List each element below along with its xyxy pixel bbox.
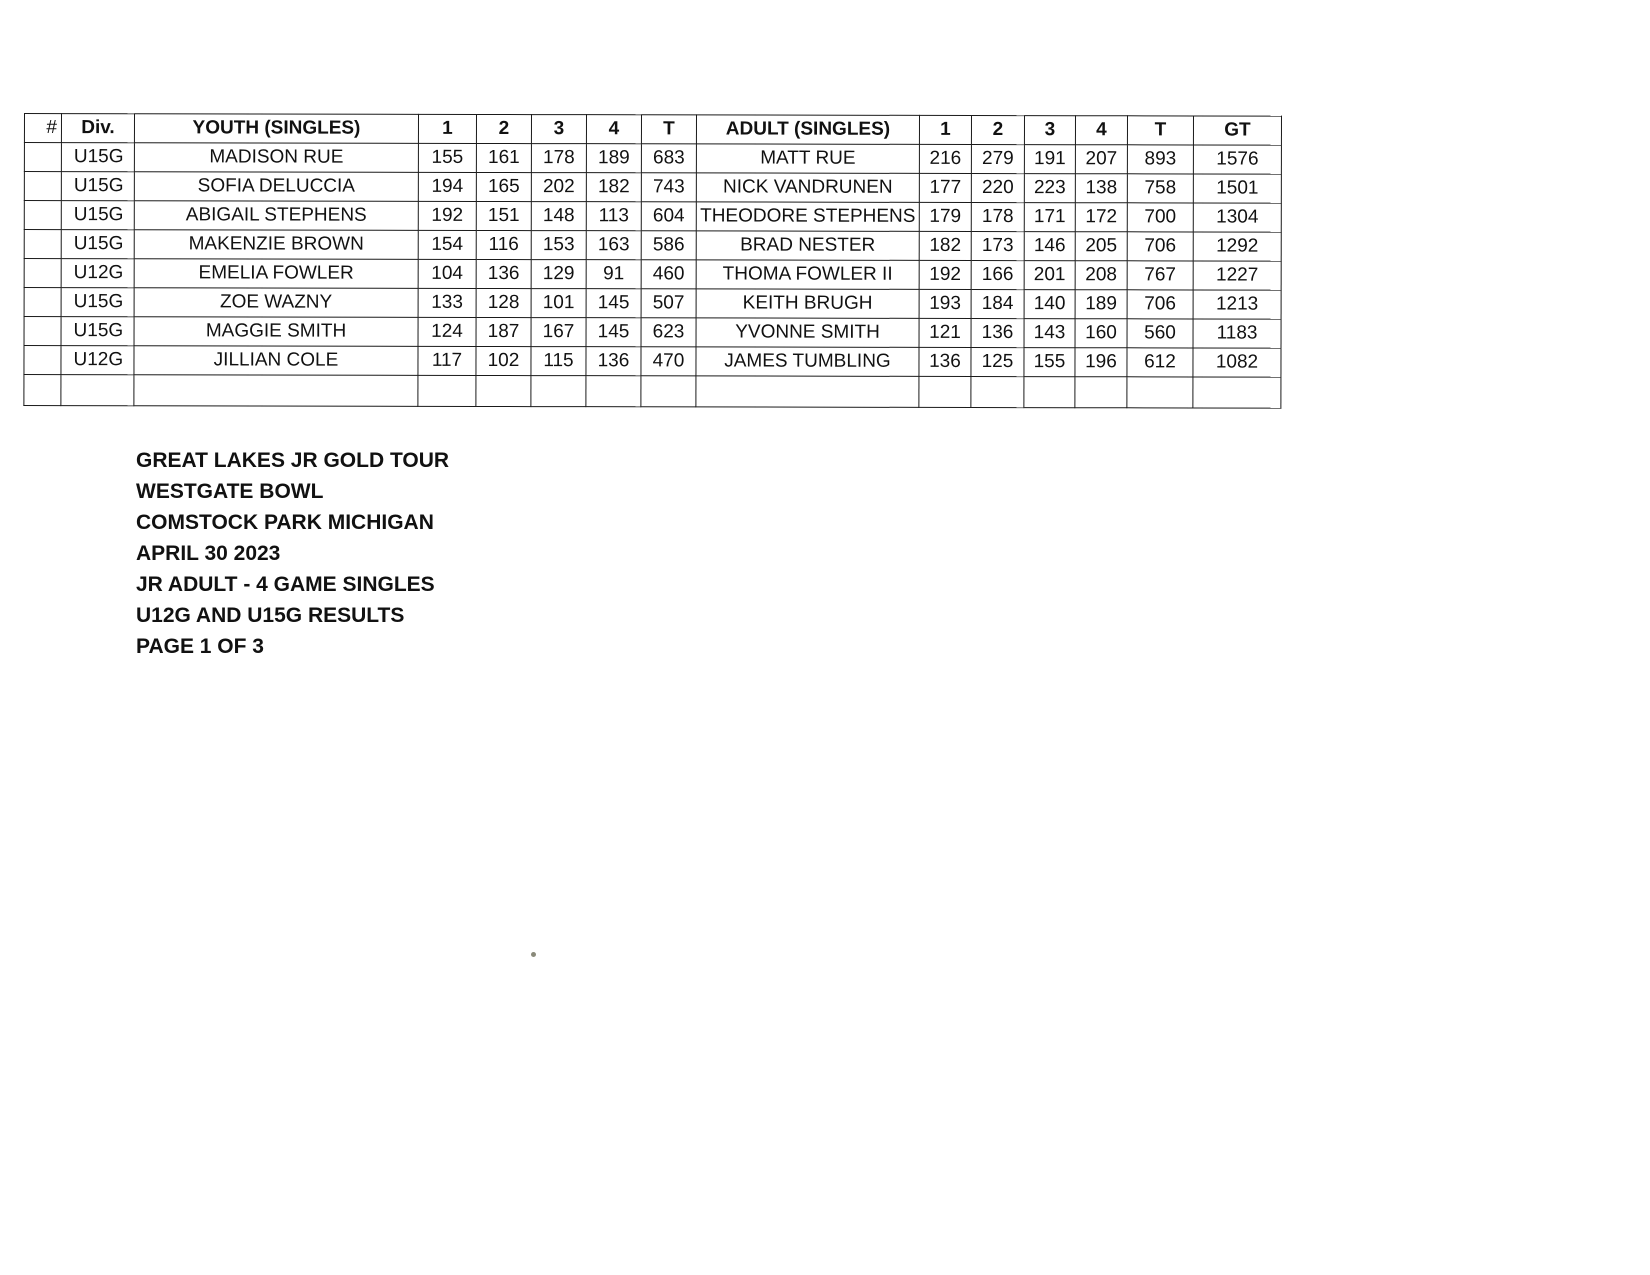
cell-youth-game-3: 202: [531, 173, 586, 202]
cell-adult-game-3: [1024, 377, 1075, 408]
cell-number: [24, 375, 61, 406]
cell-adult-game-2: 220: [971, 173, 1024, 202]
cell-youth-game-1: [418, 375, 476, 406]
cell-youth-game-4: 91: [586, 260, 641, 289]
cell-youth-game-3: 153: [531, 231, 586, 260]
cell-youth-name: MAKENZIE BROWN: [134, 230, 418, 260]
header-adult-total: T: [1127, 116, 1193, 145]
cell-youth-name: MAGGIE SMITH: [134, 317, 418, 347]
cell-youth-game-1: 155: [418, 143, 476, 172]
cell-youth-total: 604: [641, 202, 696, 231]
table-body: [24, 143, 1282, 409]
results-table: [23, 113, 1282, 409]
cell-adult-game-1: 177: [919, 173, 971, 202]
cell-adult-game-2: 136: [971, 318, 1024, 347]
cell-number: [24, 288, 61, 317]
table-row: [24, 317, 1281, 349]
cell-adult-game-3: 146: [1024, 232, 1075, 261]
cell-adult-game-3: 223: [1024, 174, 1075, 203]
cell-youth-game-4: 145: [586, 289, 641, 318]
cell-youth-game-3: 115: [531, 347, 586, 376]
cell-youth-game-4: 136: [586, 347, 641, 376]
cell-number: [24, 317, 61, 346]
cell-youth-game-1: 194: [418, 172, 476, 201]
cell-division: U12G: [61, 346, 134, 375]
cell-adult-game-4: 138: [1075, 174, 1127, 203]
cell-youth-total: 623: [641, 318, 696, 347]
cell-youth-game-4: 145: [586, 318, 641, 347]
cell-youth-game-2: 187: [476, 317, 531, 346]
cell-adult-game-1: 121: [919, 318, 971, 347]
cell-youth-game-4: 189: [586, 144, 641, 173]
cell-youth-name: [134, 375, 418, 407]
cell-youth-game-2: 116: [476, 230, 531, 259]
cell-adult-name: THOMA FOWLER II: [696, 260, 919, 289]
cell-adult-total: 560: [1127, 319, 1193, 348]
cell-grand-total: 1213: [1193, 290, 1281, 319]
cell-youth-name: MADISON RUE: [134, 143, 418, 173]
header-grand-total: GT: [1193, 116, 1281, 145]
cell-adult-game-2: 178: [971, 202, 1024, 231]
cell-grand-total: 1082: [1193, 348, 1281, 377]
cell-adult-game-1: 136: [919, 347, 971, 376]
cell-youth-game-1: 154: [418, 230, 476, 259]
cell-grand-total: 1183: [1193, 319, 1281, 348]
cell-adult-game-3: 155: [1024, 348, 1075, 377]
cell-youth-game-1: 133: [418, 288, 476, 317]
header-youth-game-1: 1: [418, 114, 476, 143]
cell-youth-name: ABIGAIL STEPHENS: [134, 201, 418, 231]
cell-youth-game-2: 161: [476, 143, 531, 172]
cell-youth-game-2: 136: [476, 259, 531, 288]
table-row: [24, 375, 1281, 409]
cell-adult-name: YVONNE SMITH: [696, 318, 919, 347]
cell-youth-name: ZOE WAZNY: [134, 288, 418, 318]
header-adult-game-2: 2: [971, 115, 1024, 144]
cell-adult-total: 612: [1127, 348, 1193, 377]
cell-adult-game-4: 207: [1075, 145, 1127, 174]
cell-division: U15G: [61, 288, 134, 317]
cell-adult-game-1: [919, 376, 971, 407]
cell-adult-game-2: 166: [971, 260, 1024, 289]
cell-youth-game-2: [476, 375, 531, 406]
cell-adult-name: BRAD NESTER: [696, 231, 919, 260]
cell-adult-total: 706: [1127, 232, 1193, 261]
cell-adult-game-4: 160: [1075, 319, 1127, 348]
cell-youth-game-3: [531, 376, 586, 407]
cell-number: [24, 201, 61, 230]
cell-number: [24, 143, 61, 172]
table-row: [24, 201, 1281, 233]
cell-youth-total: [641, 376, 696, 407]
header-youth-game-4: 4: [586, 115, 641, 144]
cell-number: [24, 230, 61, 259]
cell-youth-game-4: 182: [586, 173, 641, 202]
cell-adult-total: 758: [1127, 174, 1193, 203]
cell-number: [24, 259, 61, 288]
cell-youth-total: 507: [641, 289, 696, 318]
cell-adult-game-4: 205: [1075, 232, 1127, 261]
cell-division: U15G: [61, 201, 134, 230]
cell-youth-game-4: 113: [586, 202, 641, 231]
cell-youth-total: 586: [641, 231, 696, 260]
cell-youth-game-2: 165: [476, 172, 531, 201]
cell-youth-name: EMELIA FOWLER: [134, 259, 418, 289]
cell-adult-game-4: 172: [1075, 203, 1127, 232]
cell-division: [61, 375, 134, 406]
cell-adult-game-3: 201: [1024, 261, 1075, 290]
cell-youth-game-2: 102: [476, 346, 531, 375]
cell-adult-game-1: 193: [919, 289, 971, 318]
cell-adult-game-1: 192: [919, 260, 971, 289]
header-adult-game-1: 1: [919, 115, 971, 144]
cell-adult-game-3: 140: [1024, 290, 1075, 319]
header-adult-game-3: 3: [1024, 116, 1075, 145]
cell-adult-game-3: 143: [1024, 319, 1075, 348]
cell-adult-game-2: 125: [971, 347, 1024, 376]
header-division: Div.: [61, 114, 134, 143]
page-number: PAGE 1 OF 3: [136, 635, 264, 658]
table-row: [24, 230, 1281, 262]
cell-youth-total: 743: [641, 173, 696, 202]
cell-youth-total: 683: [641, 144, 696, 173]
cell-adult-game-4: 208: [1075, 261, 1127, 290]
header-number: #: [24, 114, 61, 143]
cell-adult-game-3: 191: [1024, 145, 1075, 174]
cell-grand-total: 1304: [1193, 203, 1281, 232]
cell-division: U15G: [61, 143, 134, 172]
cell-adult-total: 893: [1127, 145, 1193, 174]
header-youth-total: T: [641, 115, 696, 144]
cell-adult-name: THEODORE STEPHENS: [696, 202, 919, 231]
cell-adult-total: 700: [1127, 203, 1193, 232]
cell-youth-game-3: 129: [531, 260, 586, 289]
cell-grand-total: 1227: [1193, 261, 1281, 290]
header-row: [24, 114, 1281, 146]
cell-grand-total: 1576: [1193, 145, 1281, 174]
cell-adult-game-2: 184: [971, 289, 1024, 318]
header-youth-game-2: 2: [476, 114, 531, 143]
cell-adult-name: MATT RUE: [696, 144, 919, 173]
cell-youth-game-2: 151: [476, 201, 531, 230]
cell-youth-game-4: [586, 376, 641, 407]
event-format: JR ADULT - 4 GAME SINGLES: [136, 573, 435, 596]
cell-youth-game-2: 128: [476, 288, 531, 317]
cell-adult-total: 767: [1127, 261, 1193, 290]
cell-adult-game-2: [971, 376, 1024, 407]
cell-youth-game-3: 178: [531, 144, 586, 173]
header-adult-game-4: 4: [1075, 116, 1127, 145]
cell-grand-total: [1193, 377, 1281, 408]
cell-adult-game-1: 179: [919, 202, 971, 231]
cell-adult-game-1: 182: [919, 231, 971, 260]
table-row: [24, 259, 1281, 291]
cell-adult-total: [1127, 377, 1193, 408]
event-venue: WESTGATE BOWL: [136, 480, 324, 503]
header-adult: ADULT (SINGLES): [696, 115, 919, 144]
cell-youth-name: JILLIAN COLE: [134, 346, 418, 376]
cell-youth-game-4: 163: [586, 231, 641, 260]
event-results-title: U12G AND U15G RESULTS: [136, 604, 405, 627]
table-row: [24, 288, 1281, 320]
cell-youth-game-3: 167: [531, 318, 586, 347]
cell-adult-name: NICK VANDRUNEN: [696, 173, 919, 202]
cell-adult-name: [696, 376, 919, 407]
table-row: [24, 143, 1281, 175]
cell-grand-total: 1501: [1193, 174, 1281, 203]
cell-division: U15G: [61, 230, 134, 259]
cell-adult-name: KEITH BRUGH: [696, 289, 919, 318]
cell-youth-total: 470: [641, 347, 696, 376]
cell-youth-game-1: 124: [418, 317, 476, 346]
table-row: [24, 172, 1281, 204]
cell-adult-game-3: 171: [1024, 203, 1075, 232]
cell-division: U12G: [61, 259, 134, 288]
cell-division: U15G: [61, 172, 134, 201]
header-youth-game-3: 3: [531, 115, 586, 144]
cell-number: [24, 346, 61, 375]
cell-adult-game-4: 189: [1075, 290, 1127, 319]
cell-youth-game-1: 104: [418, 259, 476, 288]
event-tour-name: GREAT LAKES JR GOLD TOUR: [136, 449, 450, 472]
cell-adult-game-2: 173: [971, 231, 1024, 260]
event-info: [136, 445, 449, 662]
event-date: APRIL 30 2023: [136, 542, 281, 565]
cell-number: [24, 172, 61, 201]
scan-speck: [531, 952, 536, 957]
cell-youth-total: 460: [641, 260, 696, 289]
cell-grand-total: 1292: [1193, 232, 1281, 261]
cell-adult-name: JAMES TUMBLING: [696, 347, 919, 376]
table-row: [24, 346, 1281, 378]
cell-youth-game-1: 192: [418, 201, 476, 230]
cell-adult-game-2: 279: [971, 144, 1024, 173]
cell-youth-game-1: 117: [418, 346, 476, 375]
cell-division: U15G: [61, 317, 134, 346]
cell-adult-game-4: 196: [1075, 348, 1127, 377]
cell-youth-name: SOFIA DELUCCIA: [134, 172, 418, 202]
cell-youth-game-3: 101: [531, 289, 586, 318]
cell-adult-total: 706: [1127, 290, 1193, 319]
cell-youth-game-3: 148: [531, 202, 586, 231]
cell-adult-game-4: [1075, 377, 1127, 408]
header-youth: YOUTH (SINGLES): [134, 114, 418, 144]
cell-adult-game-1: 216: [919, 144, 971, 173]
event-location: COMSTOCK PARK MICHIGAN: [136, 511, 434, 534]
